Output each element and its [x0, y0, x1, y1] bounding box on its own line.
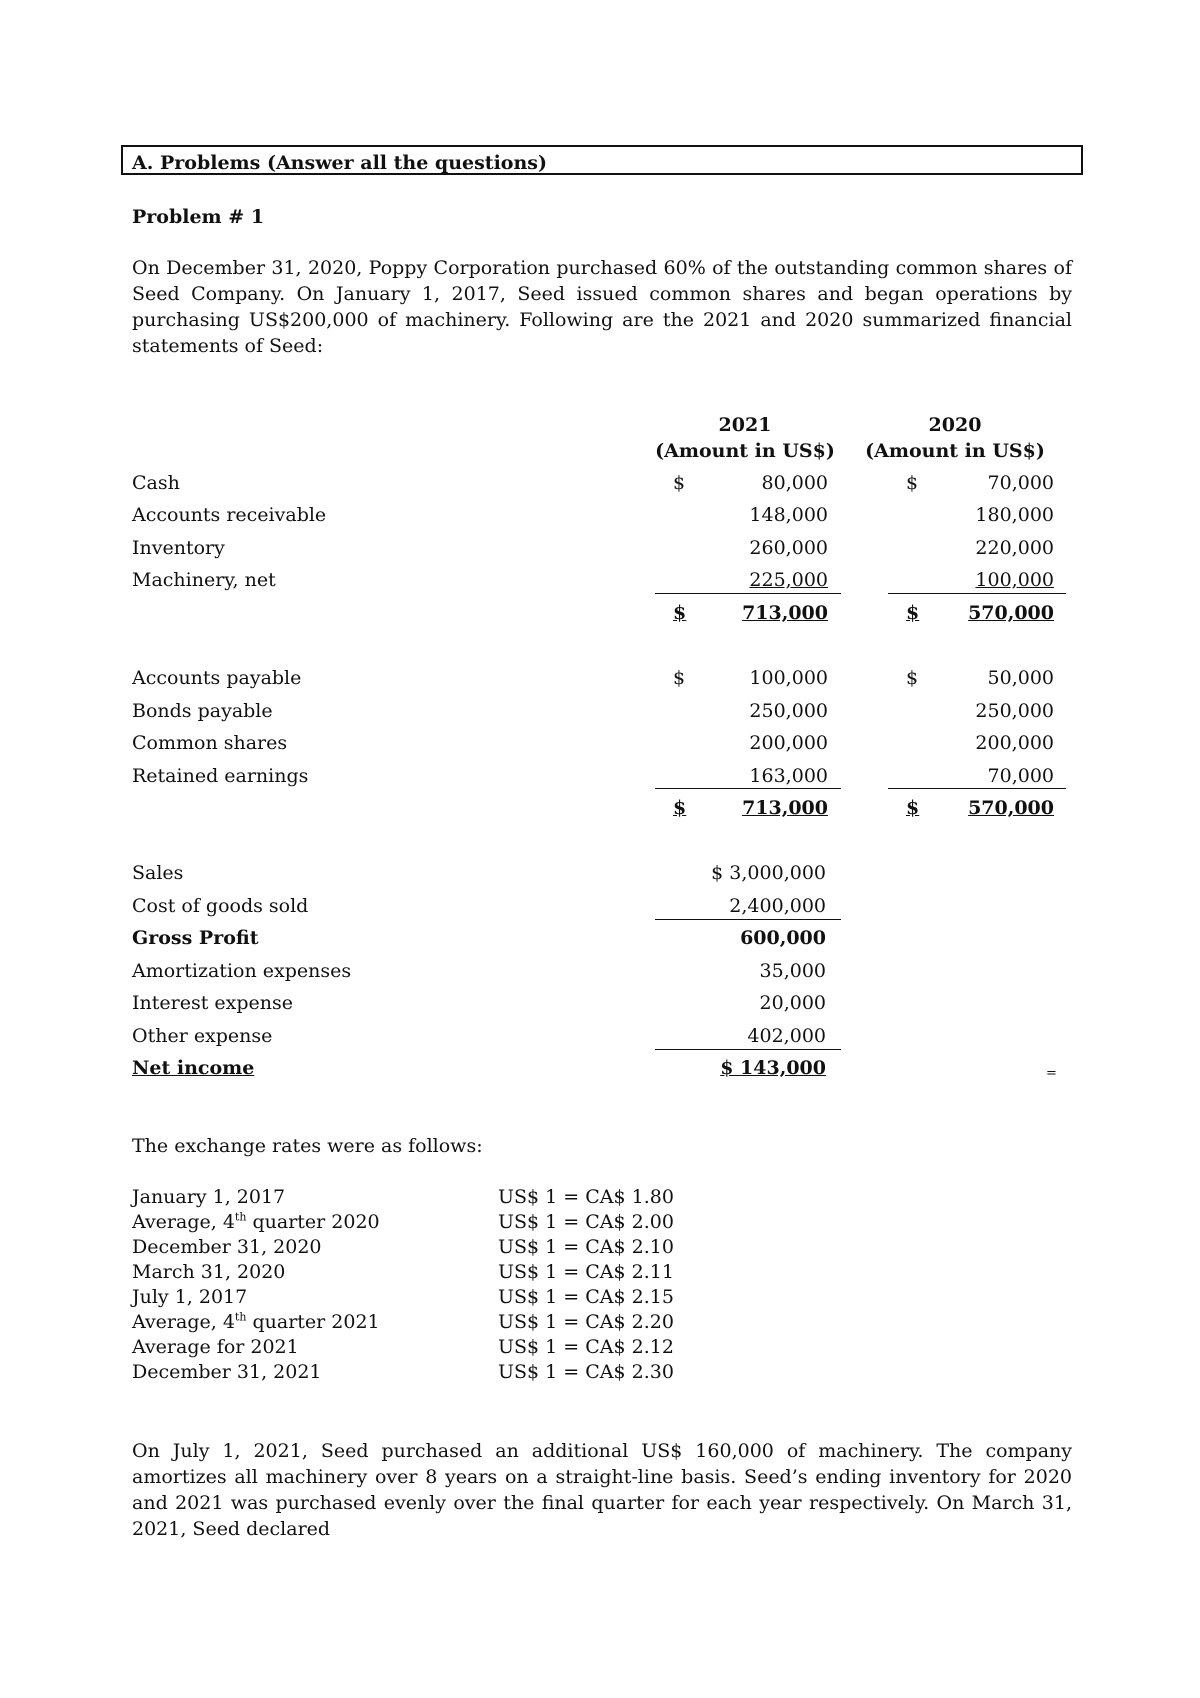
- currency-symbol: $: [906, 472, 919, 494]
- subtotal-rule: [888, 593, 1066, 594]
- liability-label: Bonds payable: [132, 700, 273, 722]
- section-heading: A. Problems (Answer all the questions): [132, 152, 547, 174]
- column-header-2021: 2021: [718, 414, 772, 436]
- income-label: Sales: [132, 862, 184, 884]
- stray-mark: =: [1046, 1066, 1057, 1081]
- rate-date: July 1, 2017: [132, 1286, 248, 1308]
- rate-date: Average, 4th quarter 2020: [132, 1210, 380, 1233]
- liability-label: Accounts payable: [132, 667, 302, 689]
- problem-title: Problem # 1: [132, 206, 265, 228]
- income-label: Net income: [132, 1057, 255, 1079]
- rate-value: US$ 1 = CA$ 2.10: [498, 1236, 674, 1258]
- closing-paragraph: On July 1, 2021, Seed purchased an additional US$ 160,000 of machinery. The company amortizes all machinery over 8 years on a straight-line basis. Seed’s ending inventory for 2020 and 2021 was purchased evenly over the final quarter for each year respectively. On March 31, 2021, Seed declared: [132, 1440, 1072, 1540]
- assets-total-2021: 713,000: [742, 602, 828, 624]
- rate-value: US$ 1 = CA$ 2.15: [498, 1286, 674, 1308]
- rate-date: March 31, 2020: [132, 1261, 286, 1283]
- rate-value: US$ 1 = CA$ 2.00: [498, 1211, 674, 1233]
- subtotal-rule: [655, 1049, 841, 1050]
- liability-value-2021: 100,000: [749, 667, 828, 689]
- liability-value-2020: 70,000: [987, 765, 1054, 787]
- currency-symbol: $: [906, 667, 919, 689]
- income-label: Interest expense: [132, 992, 293, 1014]
- liability-value-2021: 250,000: [749, 700, 828, 722]
- rate-date: December 31, 2020: [132, 1236, 322, 1258]
- income-label: Cost of goods sold: [132, 895, 309, 917]
- rate-value: US$ 1 = CA$ 2.11: [498, 1261, 674, 1283]
- income-label: Gross Profit: [132, 927, 259, 949]
- rate-date: January 1, 2017: [132, 1186, 286, 1208]
- asset-value-2021: 225,000: [749, 569, 828, 591]
- subtotal-rule: [655, 788, 841, 789]
- rate-value: US$ 1 = CA$ 2.20: [498, 1311, 674, 1333]
- liability-value-2020: 50,000: [987, 667, 1054, 689]
- currency-symbol: $: [673, 797, 687, 819]
- currency-symbol: $: [673, 602, 687, 624]
- asset-value-2020: 100,000: [975, 569, 1054, 591]
- asset-value-2021: 80,000: [761, 472, 828, 494]
- income-value: 600,000: [740, 927, 826, 949]
- income-label: Amortization expenses: [132, 960, 352, 982]
- income-value: $ 3,000,000: [711, 862, 826, 884]
- rate-value: US$ 1 = CA$ 2.12: [498, 1336, 674, 1358]
- subtotal-rule: [888, 788, 1066, 789]
- asset-label: Machinery, net: [132, 569, 276, 591]
- column-header-2020: 2020: [928, 414, 982, 436]
- liabilities-total-2020: 570,000: [968, 797, 1054, 819]
- income-label: Other expense: [132, 1025, 273, 1047]
- subtotal-rule: [655, 919, 841, 920]
- asset-value-2020: 220,000: [975, 537, 1054, 559]
- liabilities-total-2021: 713,000: [742, 797, 828, 819]
- rates-intro: The exchange rates were as follows:: [132, 1135, 483, 1157]
- asset-value-2020: 180,000: [975, 504, 1054, 526]
- liability-value-2020: 200,000: [975, 732, 1054, 754]
- rate-date: Average, 4th quarter 2021: [132, 1310, 380, 1333]
- asset-label: Inventory: [132, 537, 225, 559]
- liability-value-2021: 163,000: [749, 765, 828, 787]
- rate-date: Average for 2021: [132, 1336, 299, 1358]
- intro-paragraph: On December 31, 2020, Poppy Corporation purchased 60% of the outstanding common shares of Seed Company. On January 1, 2017, Seed issued common shares and began operations by purchasing US$200,000 of machinery. Following are the 2021 and 2020 summarized financial statements of Seed:: [132, 257, 1072, 357]
- income-value: $ 143,000: [720, 1057, 826, 1079]
- liability-label: Common shares: [132, 732, 288, 754]
- column-unit-2020: (Amount in US$): [865, 440, 1045, 462]
- rate-date: December 31, 2021: [132, 1361, 322, 1383]
- asset-value-2021: 260,000: [749, 537, 828, 559]
- column-unit-2021: (Amount in US$): [655, 440, 835, 462]
- asset-label: Accounts receivable: [132, 504, 327, 526]
- liability-value-2021: 200,000: [749, 732, 828, 754]
- income-value: 2,400,000: [729, 895, 826, 917]
- currency-symbol: $: [673, 667, 686, 689]
- asset-label: Cash: [132, 472, 180, 494]
- currency-symbol: $: [906, 797, 920, 819]
- income-value: 402,000: [747, 1025, 826, 1047]
- liability-label: Retained earnings: [132, 765, 309, 787]
- subtotal-rule: [655, 593, 841, 594]
- currency-symbol: $: [673, 472, 686, 494]
- rate-value: US$ 1 = CA$ 1.80: [498, 1186, 674, 1208]
- asset-value-2021: 148,000: [749, 504, 828, 526]
- liability-value-2020: 250,000: [975, 700, 1054, 722]
- currency-symbol: $: [906, 602, 920, 624]
- rate-value: US$ 1 = CA$ 2.30: [498, 1361, 674, 1383]
- income-value: 35,000: [759, 960, 826, 982]
- income-value: 20,000: [759, 992, 826, 1014]
- asset-value-2020: 70,000: [987, 472, 1054, 494]
- assets-total-2020: 570,000: [968, 602, 1054, 624]
